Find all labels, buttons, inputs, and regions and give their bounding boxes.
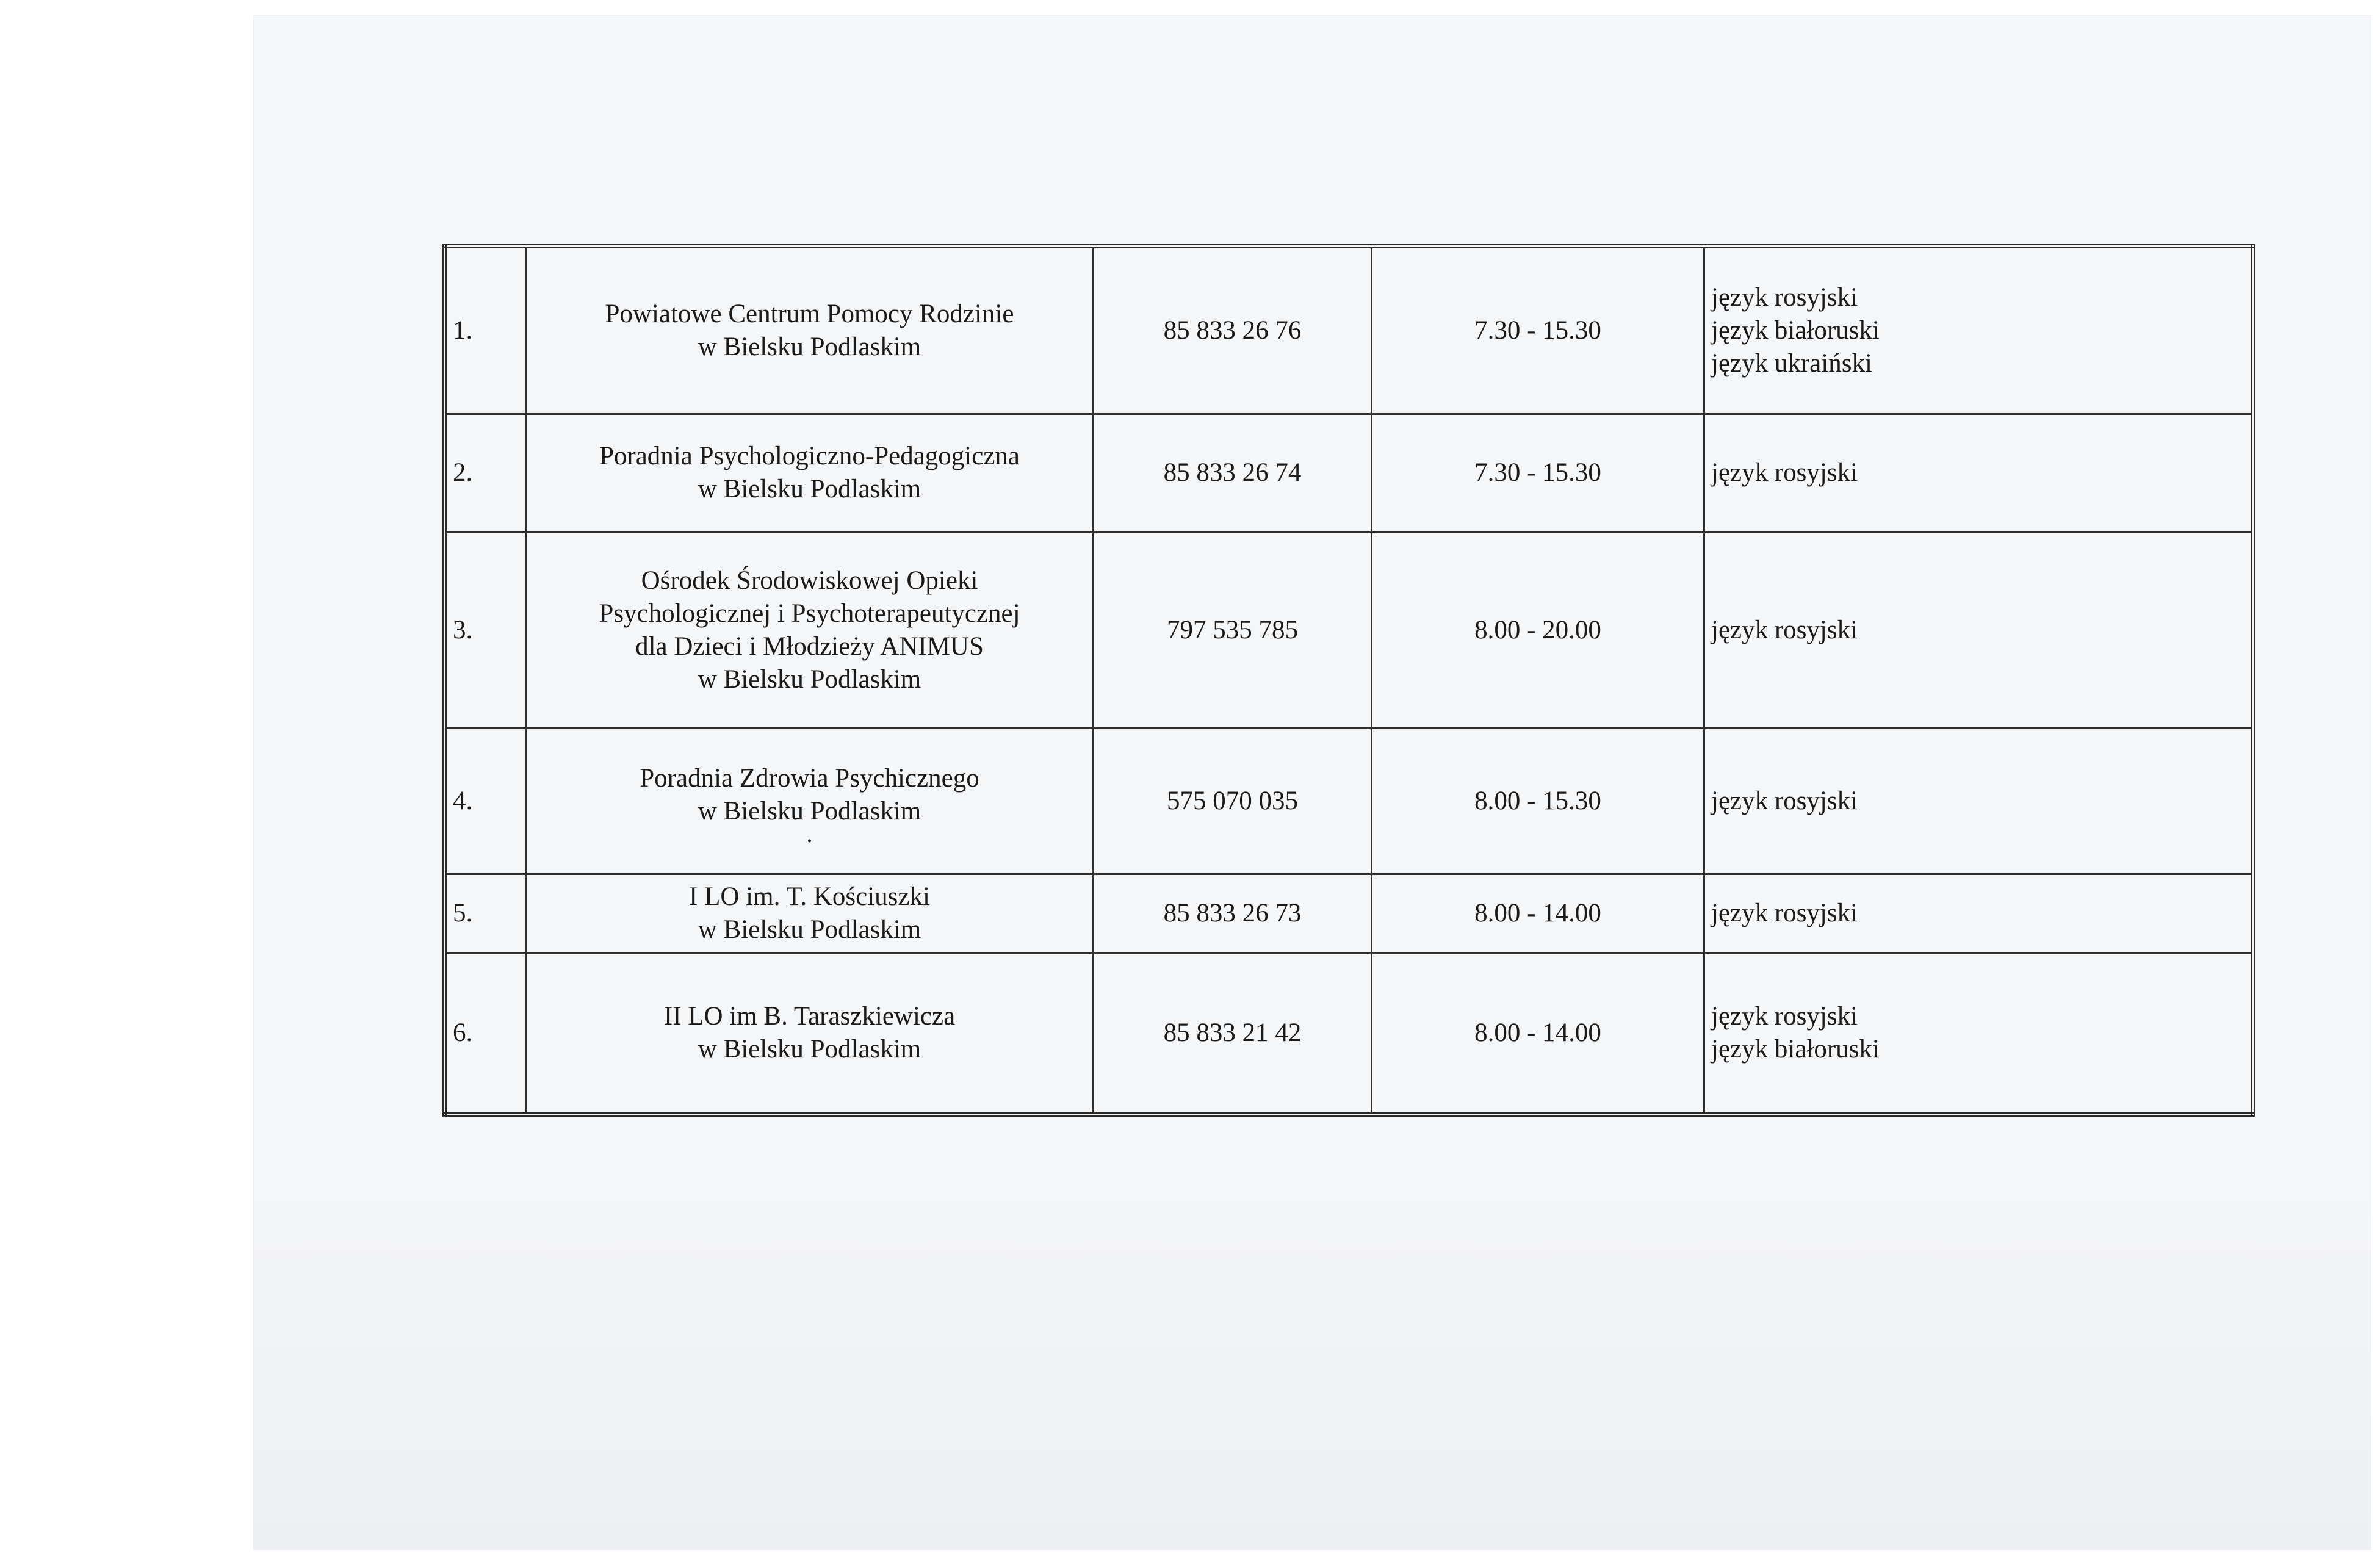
scan-shading xyxy=(253,1175,2371,1550)
institution-name xyxy=(526,729,1094,874)
office-hours: 8.00 - 20.00 xyxy=(1372,532,1704,728)
institution-name-line: w Bielsku Podlaskim xyxy=(698,1035,921,1064)
languages-cell xyxy=(1704,532,2253,728)
phone-number: 85 833 26 76 xyxy=(1094,247,1372,414)
office-hours: 7.30 - 15.30 xyxy=(1372,247,1704,414)
row-number: 6. xyxy=(445,953,526,1115)
stray-dot: . xyxy=(806,819,813,849)
language-item: język rosyjski xyxy=(1711,1002,1858,1031)
languages-cell xyxy=(1704,247,2253,414)
office-hours: 7.30 - 15.30 xyxy=(1372,414,1704,532)
phone-number: 85 833 26 73 xyxy=(1094,874,1372,953)
institution-name-line: w Bielsku Podlaskim xyxy=(698,475,921,504)
row-number: 2. xyxy=(445,414,526,532)
institution-name-line: II LO im B. Taraszkiewicza xyxy=(663,1002,956,1031)
phone-number: 797 535 785 xyxy=(1094,532,1372,728)
table-row xyxy=(445,532,2253,728)
table-row xyxy=(445,414,2253,532)
row-number: 5. xyxy=(445,874,526,953)
institution-name xyxy=(526,874,1094,953)
row-number: 4. xyxy=(445,729,526,874)
institution-name xyxy=(526,532,1094,728)
institution-name-line: Poradnia Psychologiczno-Pedagogiczna xyxy=(599,442,1020,471)
language-item: język rosyjski xyxy=(1711,283,1858,312)
table-row xyxy=(445,729,2253,874)
language-item: język białoruski xyxy=(1711,315,1880,345)
institution-name xyxy=(526,414,1094,532)
institution-name-line: Powiatowe Centrum Pomocy Rodzinie xyxy=(605,299,1014,328)
languages-cell xyxy=(1704,953,2253,1115)
institution-name-line: w Bielsku Podlaskim xyxy=(698,915,921,944)
office-hours: 8.00 - 14.00 xyxy=(1372,874,1704,953)
institution-name-line: w Bielsku Podlaskim xyxy=(698,332,921,361)
row-number: 3. xyxy=(445,532,526,728)
office-hours: 8.00 - 15.30 xyxy=(1372,729,1704,874)
languages-cell xyxy=(1704,874,2253,953)
phone-number: 85 833 26 74 xyxy=(1094,414,1372,532)
language-item: język rosyjski xyxy=(1711,458,1858,488)
language-item: język białoruski xyxy=(1711,1035,1880,1064)
phone-number: 85 833 21 42 xyxy=(1094,953,1372,1115)
language-item: język rosyjski xyxy=(1711,898,1858,927)
language-item: język rosyjski xyxy=(1711,787,1858,816)
table-row xyxy=(445,874,2253,953)
institution-name-line: Ośrodek Środowiskowej Opieki xyxy=(641,566,978,596)
language-item: język ukraiński xyxy=(1711,348,1872,378)
table-row xyxy=(445,247,2253,414)
languages-cell xyxy=(1704,729,2253,874)
language-item: język rosyjski xyxy=(1711,616,1858,645)
office-hours: 8.00 - 14.00 xyxy=(1372,953,1704,1115)
institution-name-line: w Bielsku Podlaskim xyxy=(698,665,921,694)
institutions-table xyxy=(442,244,2255,1117)
phone-number: 575 070 035 xyxy=(1094,729,1372,874)
institution-name-line: Poradnia Zdrowia Psychicznego xyxy=(640,764,979,793)
row-number: 1. xyxy=(445,247,526,414)
institution-name xyxy=(526,953,1094,1115)
institution-name-line: w Bielsku Podlaskim xyxy=(698,797,921,826)
institution-name xyxy=(526,247,1094,414)
institution-name-line: dla Dzieci i Młodzieży ANIMUS xyxy=(635,632,984,661)
languages-cell xyxy=(1704,414,2253,532)
table-row xyxy=(445,953,2253,1115)
institution-name-line: I LO im. T. Kościuszki xyxy=(689,882,930,911)
institution-name-line: Psychologicznej i Psychoterapeutycznej xyxy=(599,599,1020,629)
